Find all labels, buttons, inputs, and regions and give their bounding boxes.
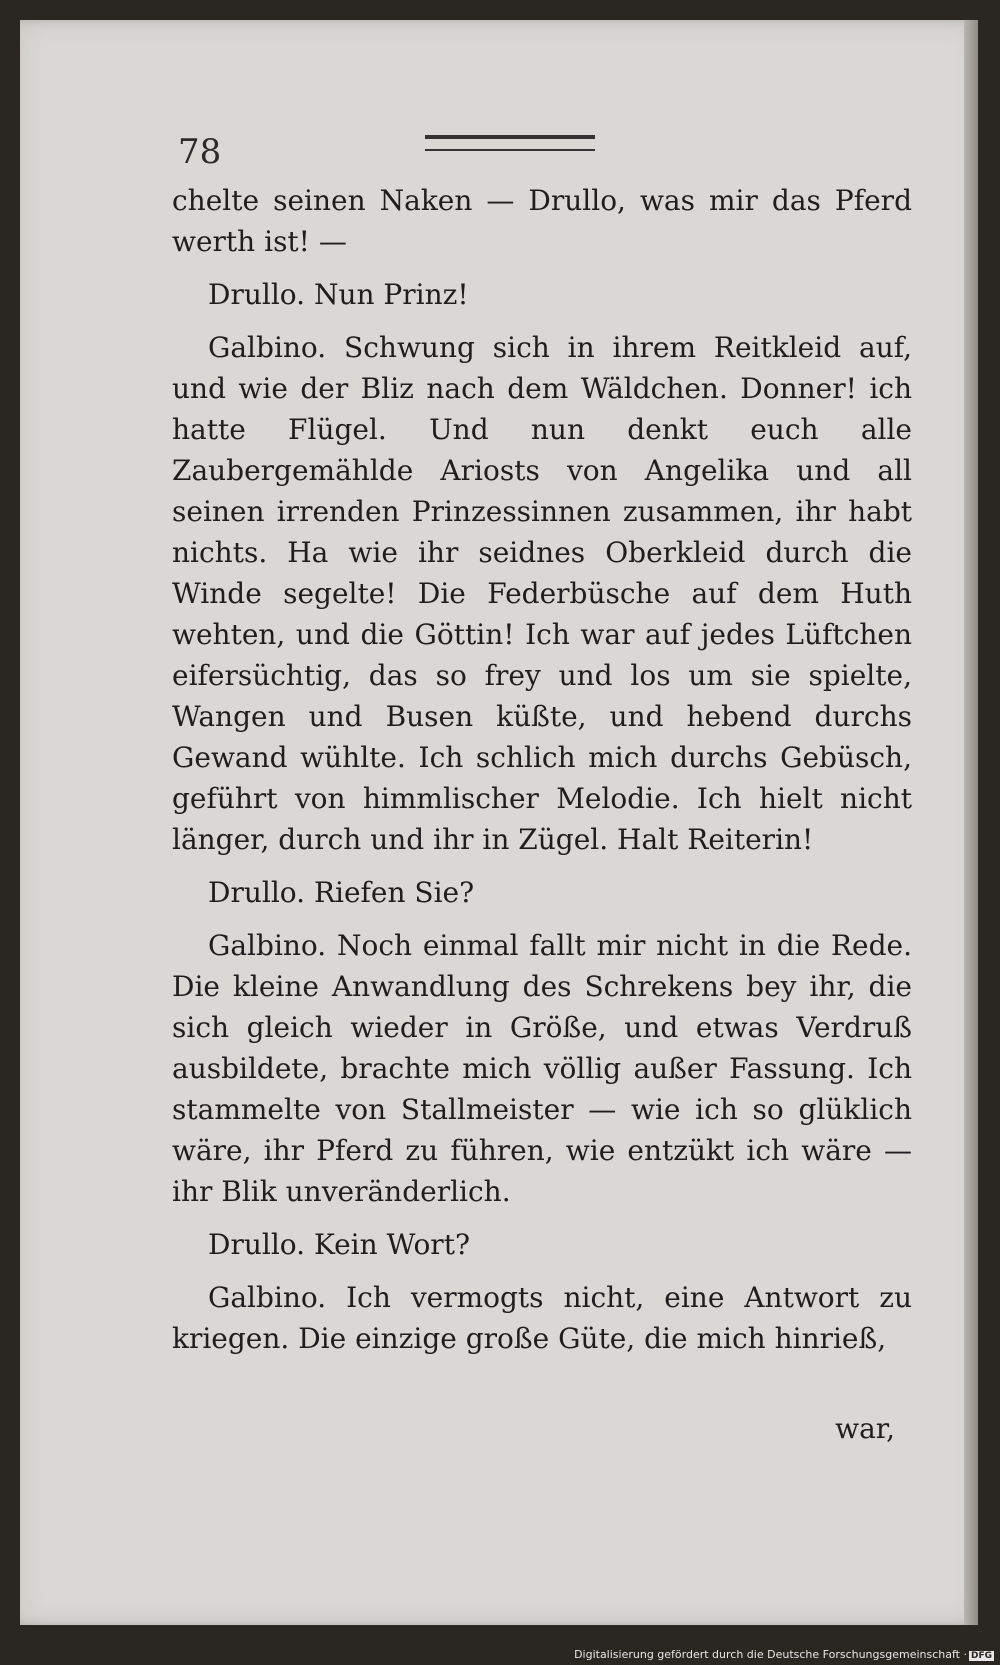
page-text (172, 180, 912, 1371)
catchword: war, (835, 1412, 895, 1445)
paragraph-galbino-3: Galbino. Ich vermogts nicht, eine Antwort zu kriegen. Die einzige große Güte, die mich hinrieß, (172, 1281, 912, 1355)
paragraph-drullo-2: Drullo. Riefen Sie? (208, 876, 475, 909)
page-header (150, 110, 910, 170)
header-rule (425, 135, 595, 151)
page-number: 78 (178, 132, 222, 172)
paragraph-galbino-2: Galbino. Noch einmal fallt mir nicht in die Rede. Die kleine Anwandlung des Schrekens bey ihr, die sich gleich wieder in Größe, und etwas Verdruß ausbildete, brachte mich völlig außer Fassung. Ich stammelte von Stallmeister — wie ich so glüklich wäre, ihr Pferd zu führen, wie entzükt ich wäre — ihr Blik unveränderlich. (172, 929, 912, 1208)
dfg-logo-icon: DFG (970, 1651, 992, 1661)
paragraph-continuation: chelte seinen Naken — Drullo, was mir das Pferd werth ist! — (172, 184, 912, 258)
paragraph-drullo-1: Drullo. Nun Prinz! (208, 278, 469, 311)
paragraph-galbino-1: Galbino. Schwung sich in ihrem Reitkleid auf, und wie der Bliz nach dem Wäldchen. Donner! ich hatte Flügel. Und nun denkt euch alle Zaubergemählde Ariosts von Angelika und all seinen irrenden Prinzessinnen zusammen, ihr habt nichts. Ha wie ihr seidnes Oberkleid durch die Winde segelte! Die Federbüsche auf dem Huth wehten, und die Göttin! Ich war auf jedes Lüftchen eifersüchtig, das so frey und los um sie spielte, Wangen und Busen küßte, und hebend durchs Gewand wühlte. Ich schlich mich durchs Gebüsch, geführt von himmlischer Melodie. Ich hielt nicht länger, durch und ihr in Zügel. Halt Reiterin! (172, 331, 912, 856)
page-edge (964, 20, 978, 1625)
digitization-credit (574, 1648, 994, 1661)
paragraph-drullo-3: Drullo. Kein Wort? (208, 1228, 470, 1261)
credit-text: Digitalisierung gefördert durch die Deutsche Forschungsgemeinschaft · (574, 1648, 967, 1661)
